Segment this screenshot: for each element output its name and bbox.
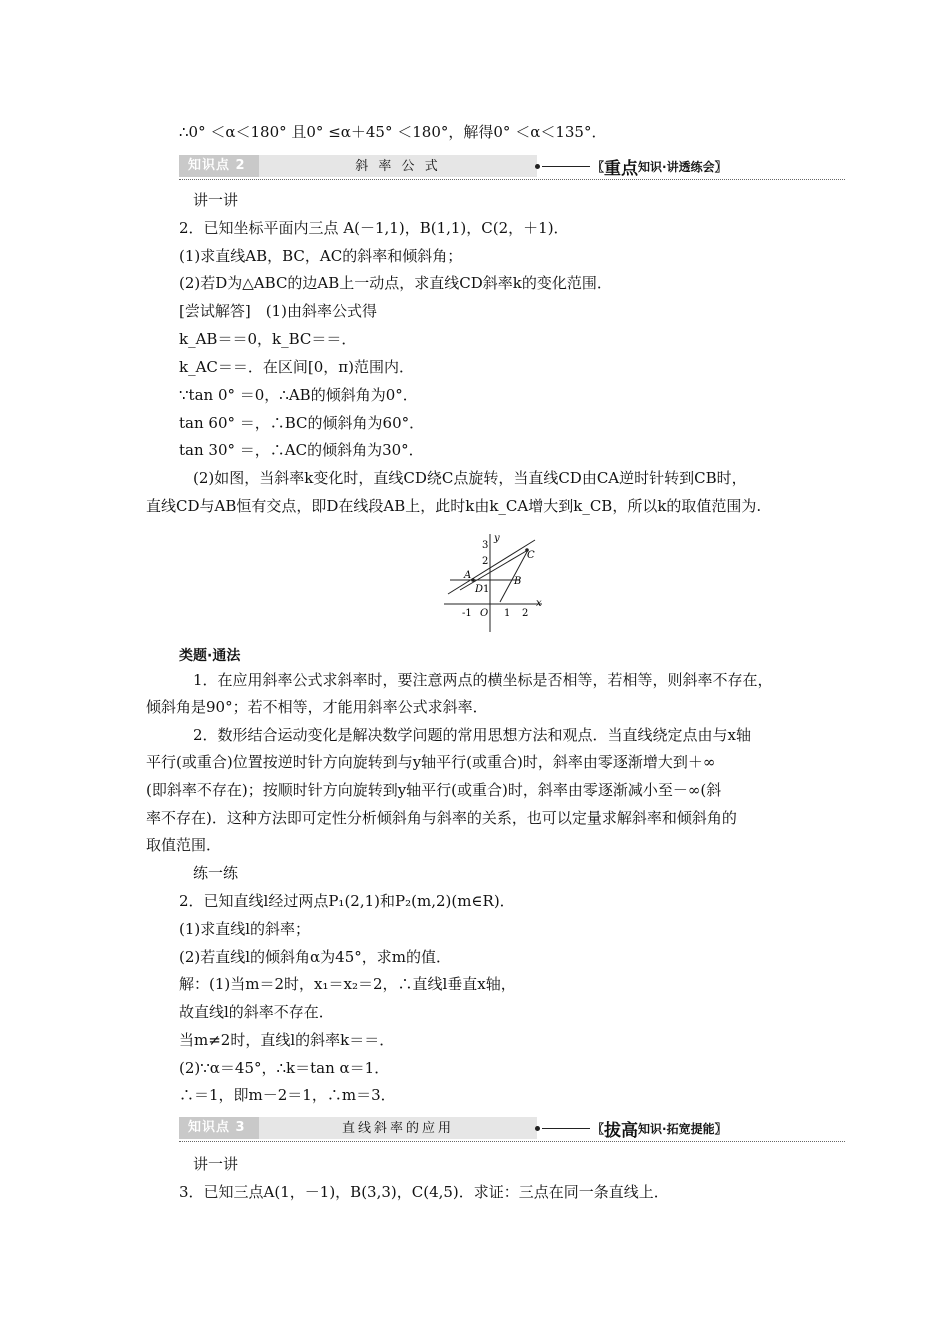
note-line: 1．在应用斜率公式求斜率时，要注意两点的横坐标是否相等，若相等，则斜率不存在， xyxy=(193,671,773,689)
talk-label: 讲一讲 xyxy=(193,191,239,209)
tick-label: -1 xyxy=(462,608,472,619)
point-label-c: C xyxy=(527,550,535,561)
axis-label-x: x xyxy=(536,598,542,609)
talk-label: 讲一讲 xyxy=(193,1155,239,1173)
section-header-3 xyxy=(179,1117,845,1139)
bullet-icon xyxy=(535,1126,540,1131)
note-line: 取值范围． xyxy=(146,836,222,854)
practice-label: 练一练 xyxy=(193,864,239,882)
exercise: 2．已知直线l经过两点P₁(2,1)和P₂(m,2)(m∈R)． xyxy=(179,892,515,910)
question: 3．已知三点A(1，－1)，B(3,3)，C(4,5)．求证：三点在同一条直线上． xyxy=(179,1183,669,1201)
solution-line: k_AB＝＝0，k_BC＝＝． xyxy=(179,330,357,348)
exercise-part: (2)若直线l的倾斜角α为45°，求m的值． xyxy=(179,948,451,966)
solution-line: 当m≠2时，直线l的斜率k＝＝． xyxy=(179,1031,395,1049)
note-line: (即斜率不存在)；按顺时针方向旋转到y轴平行(或重合)时，斜率由零逐渐减小至－∞(斜 xyxy=(146,781,722,799)
point-label-b: B xyxy=(514,576,522,587)
section-tag: 〖 拔高 知识·拓宽提能 〗 xyxy=(535,1117,727,1139)
point-label-d: D xyxy=(475,584,484,595)
bullet-icon xyxy=(535,164,540,169)
point-label-a: A xyxy=(464,570,472,581)
exercise-part: (1)求直线l的斜率； xyxy=(179,920,311,938)
coordinate-figure xyxy=(440,532,545,634)
question-part: (2)若D为△ABC的边AB上一动点，求直线CD斜率k的变化范围． xyxy=(179,274,612,292)
question: 2．已知坐标平面内三点 A(－1,1)，B(1,1)，C(2，＋1)． xyxy=(179,219,569,237)
solution-line: [尝试解答] (1)由斜率公式得 xyxy=(179,302,377,320)
solution-line: tan 30° ＝，∴AC的倾斜角为30°． xyxy=(179,441,424,459)
origin-label: O xyxy=(480,608,489,619)
solution-line: 解：(1)当m＝2时，x₁＝x₂＝2，∴直线l垂直x轴， xyxy=(179,975,516,993)
subsection-heading: 类题·通法 xyxy=(179,648,241,664)
solution-line: ∵tan 0° ＝0，∴AB的倾斜角为0°． xyxy=(179,386,418,404)
tick-label: 1 xyxy=(483,584,490,595)
section-number: 知识点 2 xyxy=(188,158,246,173)
tick-label: 2 xyxy=(482,556,489,567)
solution-line: 故直线l的斜率不存在． xyxy=(179,1003,334,1021)
solution-line: (2)如图，当斜率k变化时，直线CD绕C点旋转，当直线CD由CA逆时针转到CB时， xyxy=(193,469,747,487)
section-title: 直线斜率的应用 xyxy=(341,1121,454,1136)
section-title: 斜 率 公 式 xyxy=(355,159,441,174)
section-tag: 〖 重点 知识·讲透练会 〗 xyxy=(535,155,727,177)
solution-line: ∴＝1，即m－2＝1，∴m＝3． xyxy=(179,1086,396,1104)
question-part: (1)求直线AB，BC，AC的斜率和倾斜角； xyxy=(179,247,463,265)
note-line: 倾斜角是90°；若不相等，才能用斜率公式求斜率． xyxy=(146,698,488,716)
solution-line: k_AC＝＝．在区间[0，π)范围内． xyxy=(179,358,415,376)
tick-label: 1 xyxy=(504,608,511,619)
axis-label-y: y xyxy=(494,533,500,544)
note-line: 平行(或重合)位置按逆时针方向旋转到与y轴平行(或重合)时，斜率由零逐渐增大到＋∞ xyxy=(146,753,716,771)
text-line: ∴0° ＜α＜180° 且0° ≤α＋45° ＜180°，解得0° ＜α＜135°． xyxy=(179,123,607,141)
section-number: 知识点 3 xyxy=(188,1120,246,1135)
tick-label: 3 xyxy=(482,540,489,551)
solution-line: (2)∵α＝45°，∴k＝tan α＝1． xyxy=(179,1059,390,1077)
section-header-2 xyxy=(179,155,845,177)
note-line: 率不存在)．这种方法即可定性分析倾斜角与斜率的关系，也可以定量求解斜率和倾斜角的 xyxy=(146,809,737,827)
solution-line: tan 60° ＝，∴BC的倾斜角为60°． xyxy=(179,414,425,432)
tick-label: 2 xyxy=(522,608,529,619)
note-line: 2．数形结合运动变化是解决数学问题的常用思想方法和观点．当直线绕定点由与x轴 xyxy=(193,726,752,744)
solution-line: 直线CD与AB恒有交点，即D在线段AB上，此时k由k_CA增大到k_CB，所以k的取值范围为. xyxy=(146,497,762,515)
